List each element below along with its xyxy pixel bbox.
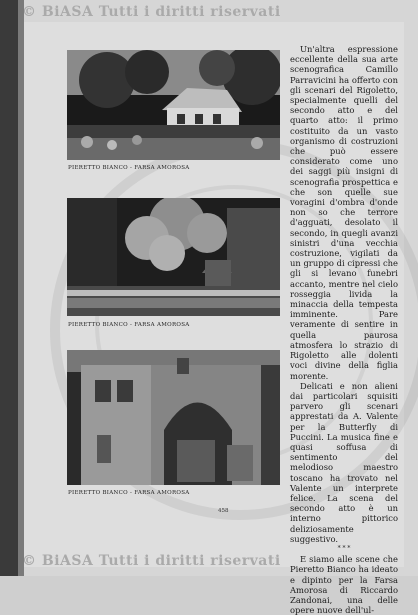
photo-villa-image	[67, 50, 280, 160]
watermark-bottom: © BiASA Tutti i diritti riservati	[22, 553, 281, 569]
photo-blossom-image	[67, 198, 280, 316]
caption-photo-3: PIERETTO BIANCO - FARSA AMOROSA	[68, 490, 190, 496]
article-paragraph-3: E siamo alle scene che Pieretto Bianco ha ideato e dipinto per la Farsa Amorosa di Riccardo Zandonai, una delle opere nuove dell'ul-	[290, 554, 398, 615]
stage-photo-blossom	[67, 198, 280, 316]
watermark-top: © BiASA Tutti i diritti riservati	[22, 4, 281, 20]
caption-photo-1: PIERETTO BIANCO - FARSA AMOROSA	[68, 165, 190, 171]
photo-courtyard-image	[67, 350, 280, 485]
caption-photo-2: PIERETTO BIANCO - FARSA AMOROSA	[68, 322, 190, 328]
stage-photo-villa	[67, 50, 280, 160]
article-text-column	[290, 44, 398, 615]
section-separator: * * *	[337, 544, 351, 552]
stage-photo-courtyard	[67, 350, 280, 485]
binding-edge	[0, 0, 18, 576]
page-number: 458	[218, 508, 229, 514]
article-paragraph-2: Delicati e non alieni dai particolari squisiti parvero gli scenari apprestati da A. Valente per la Butterfly di Puccini. La musica fine e quasi soffusa di sentimento del melodioso maestro toscano ha trovato nel Valente un interprete felice. La scena del secondo atto è un interno pittorico deliziosamente suggestivo.	[290, 380, 398, 544]
article-paragraph-1: Un'altra espressione eccellente della sua arte scenografica Camillo Parravicini ha offerto con gli scenari del Rigoletto, specialmente quelli del secondo atto e del quarto atto: il primo costituito da un vasto organismo di costruzioni che può essere considerato come uno dei saggi più insigni di scenografia prospettica e che son quelle sue voragini d'ombra d'onde non so che terrore d'agguati, desolato il secondo, in quegli avanzi sinistri d'una vecchia costruzione, vigilati da un gruppo di cipressi che gli si levano funebri accanto, mentre nel cielo rosseggia livida la minaccia della tempesta imminente. Pare veramente di sentire in quella paurosa atmosfera lo strazio di Rigoletto alle dolenti voci divine della figlia morente.	[290, 44, 399, 381]
